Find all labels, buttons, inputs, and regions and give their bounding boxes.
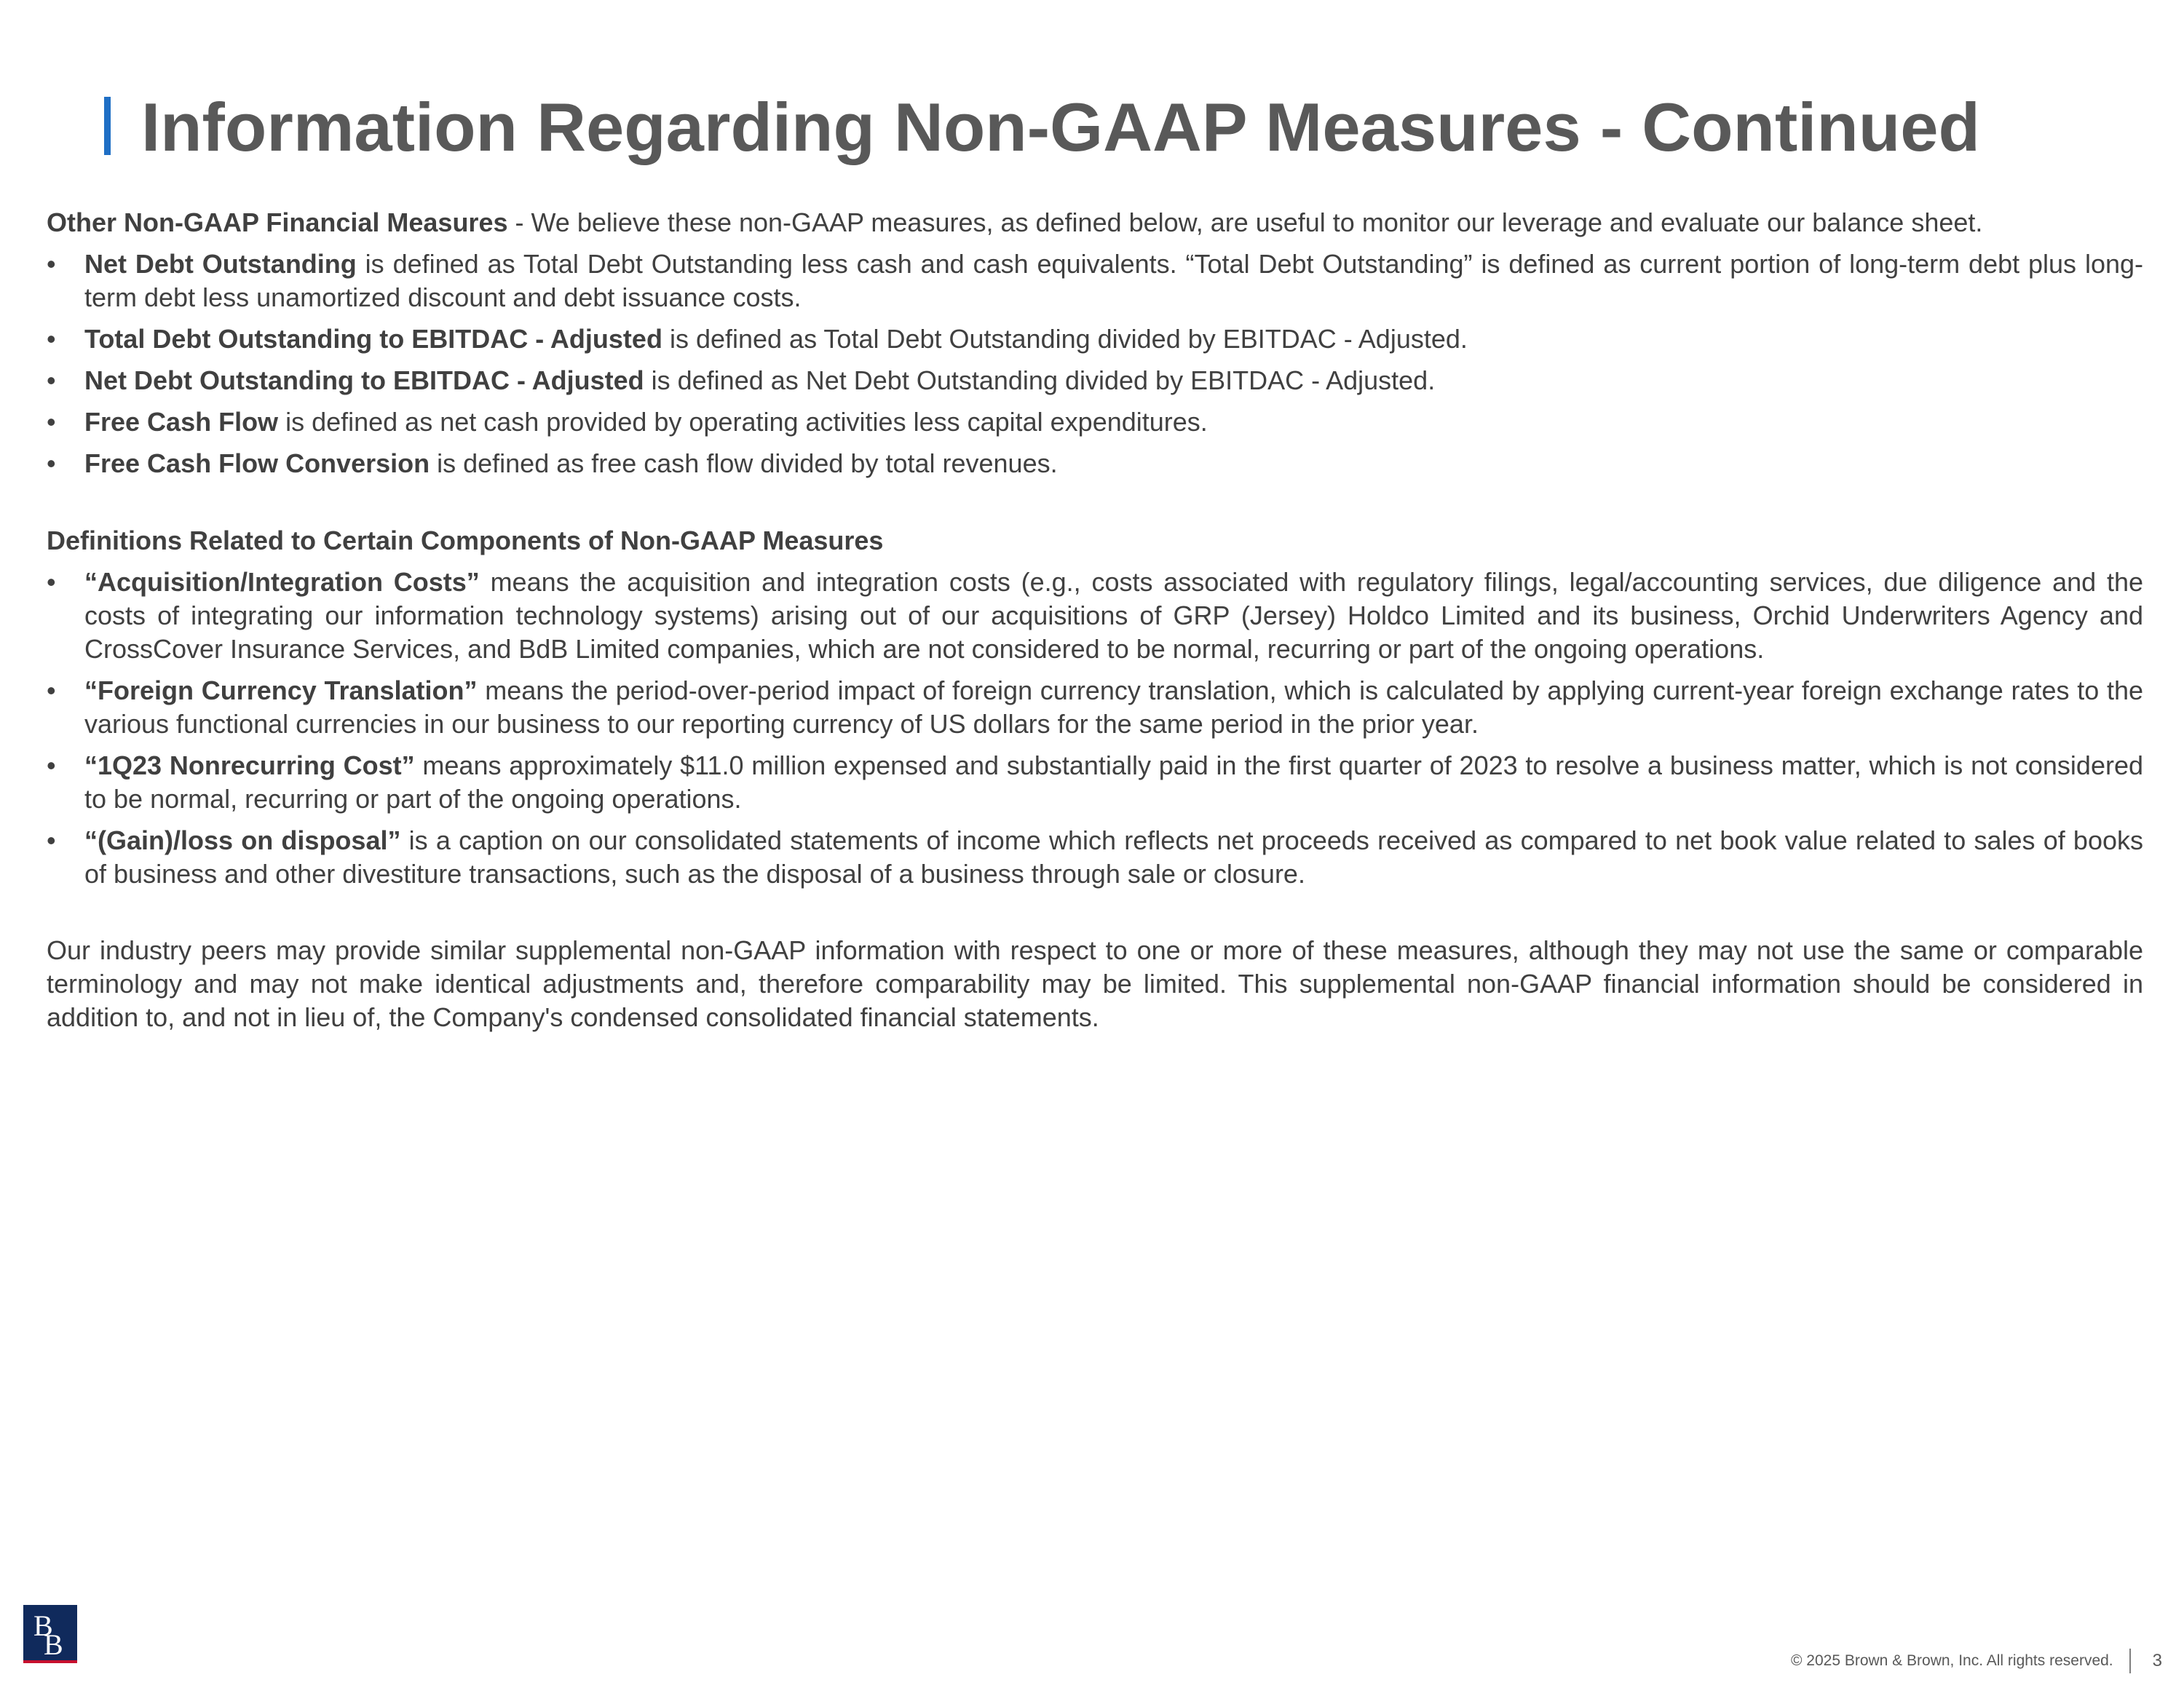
term: “Acquisition/Integration Costs” [84,567,480,597]
logo-monogram-icon [23,1605,77,1660]
company-logo [23,1605,77,1663]
list-item [47,322,2143,356]
closing-paragraph: Our industry peers may provide similar supplemental non-GAAP information with respect to one or more of these measures, although they may not use the same or comparable terminology and may not make identical adjustments and, therefore comparability may be limited. This supplemental non-GAAP financial information should be considered in addition to, and not in lieu of, the Company's condensed consolidated financial statements. [47,935,2143,1032]
list-item [47,566,2143,666]
footer-divider [2129,1649,2131,1673]
definition: is defined as Total Debt Outstanding divided by EBITDAC - Adjusted. [662,324,1468,354]
term: “(Gain)/loss on disposal” [84,825,401,855]
term: Free Cash Flow [84,407,279,437]
list-item [47,405,2143,439]
page-number: 3 [2152,1651,2162,1670]
list-item [47,749,2143,816]
title-accent-bar [104,97,111,155]
list-item [47,824,2143,891]
intro-text: - We believe these non-GAAP measures, as defined below, are useful to monitor our leverage and evaluate our balance sheet. [507,207,1983,237]
term: Net Debt Outstanding [84,249,357,279]
term: “1Q23 Nonrecurring Cost” [84,750,415,780]
definition: is defined as Total Debt Outstanding less cash and cash equivalents. “Total Debt Outstanding” is defined as current portion of long-term debt plus long-term debt less unamortized discount and debt issuance costs. [84,249,2143,312]
definition: means the period-over-period impact of foreign currency translation, which is calculated by applying current-year foreign exchange rates to the various functional currencies in our business to our reporting currency of US dollars for the same period in the prior year. [84,675,2143,739]
definition: is defined as Net Debt Outstanding divided by EBITDAC - Adjusted. [644,365,1436,395]
definition: means approximately $11.0 million expensed and substantially paid in the first quarter of 2023 to resolve a business matter, which is not considered to be normal, recurring or part of the ongoing operations. [84,750,2143,814]
term: “Foreign Currency Translation” [84,675,478,705]
intro-paragraph [47,206,2143,239]
page-title: Information Regarding Non-GAAP Measures - Continued [141,89,1980,165]
term: Free Cash Flow Conversion [84,448,430,478]
term: Total Debt Outstanding to EBITDAC - Adjusted [84,324,662,354]
measures-list [47,247,2143,480]
definitions-list [47,566,2143,891]
definition: means the acquisition and integration costs (e.g., costs associated with regulatory filings, legal/accounting services, due diligence and the costs of integrating our information technology systems) arising out of our acquisitions of GRP (Jersey) Holdco Limited and its business, Orchid Underwriters Agency and CrossCover Insurance Services, and BdB Limited companies, which are not considered to be normal, recurring or part of the ongoing operations. [84,567,2143,664]
logo-letter-upper: B [33,1609,53,1642]
term: Net Debt Outstanding to EBITDAC - Adjusted [84,365,644,395]
definition: is a caption on our consolidated statements of income which reflects net proceeds received as compared to net book value related to sales of books of business and other divestiture transactions, such as the disposal of a business through sale or closure. [84,825,2143,889]
copyright-text: © 2025 Brown & Brown, Inc. All rights reserved. [1790,1652,2113,1669]
list-item [47,447,2143,480]
footer [1791,1649,2162,1673]
list-item [47,674,2143,741]
list-item [47,364,2143,397]
main-content [47,206,2143,1034]
list-item [47,247,2143,314]
logo-letter-lower: B [44,1628,63,1660]
definitions-heading: Definitions Related to Certain Components of Non-GAAP Measures [47,526,884,555]
definition: is defined as net cash provided by operating activities less capital expenditures. [278,407,1208,437]
intro-bold: Other Non-GAAP Financial Measures [47,207,508,237]
definition: is defined as free cash flow divided by total revenues. [430,448,1058,478]
